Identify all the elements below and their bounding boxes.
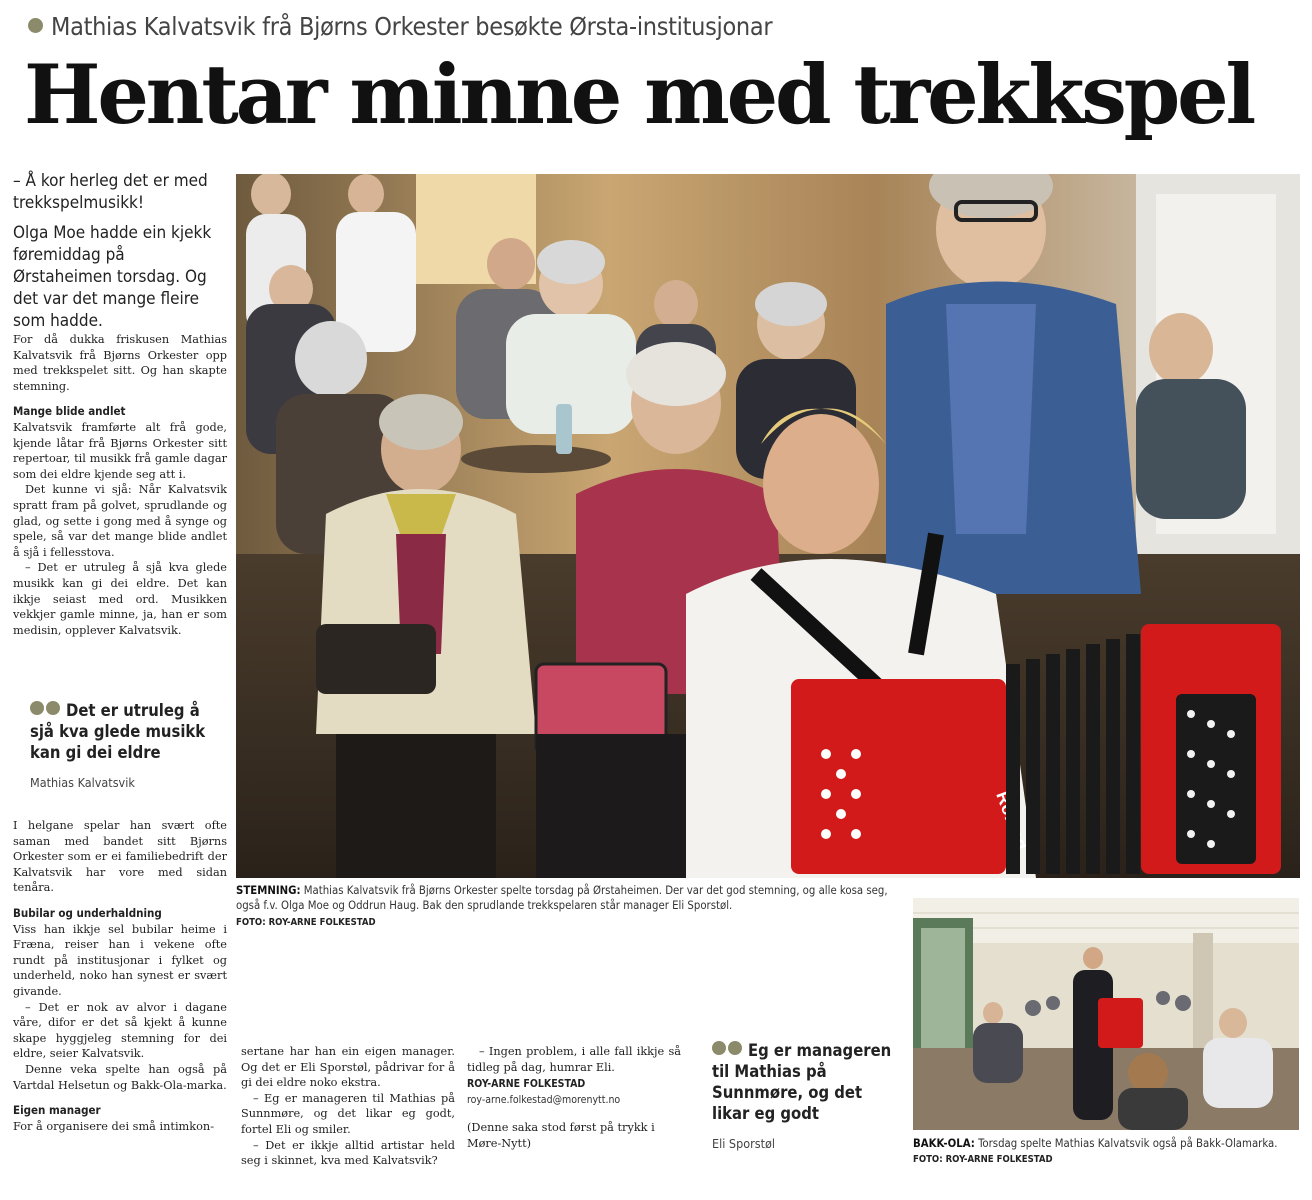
pull-quote-author: Mathias Kalvatsvik	[30, 775, 135, 790]
body-column-3	[467, 1044, 681, 1152]
body-paragraph: sertane har han ein eigen manager. Og det er Eli Sporstøl, pådrivar for å gi dei eldre noko ekstra.	[241, 1045, 455, 1090]
lede-paragraph: Olga Moe hadde ein kjekk føremiddag på Ørstaheimen torsdag. Og det var det mange fleire som hadde.	[13, 223, 212, 331]
photo-credit: FOTO: ROY-ARNE FOLKESTAD	[236, 917, 376, 928]
body-paragraph: For å organisere dei små intimkon-	[13, 1119, 215, 1133]
lede-quote: – Å kor herleg det er med trekkspelmusikk!	[13, 171, 208, 213]
caption-label: STEMNING:	[236, 884, 301, 897]
small-photo	[913, 898, 1299, 1130]
pull-quote-author: Eli Sporstøl	[712, 1136, 775, 1151]
print-note: (Denne saka stod først på trykk i Møre-Nytt)	[467, 1121, 655, 1150]
pull-quote-1	[30, 700, 220, 790]
body-column-1	[13, 332, 227, 638]
body-paragraph: – Eg er manageren til Mathias på Sunnmøre, og det likar eg godt, fortel Eli og smiler.	[241, 1091, 455, 1136]
body-paragraph: – Ingen problem, i alle fall ikkje så tidleg på dag, humrar Eli.	[467, 1045, 681, 1074]
kicker-bullet-icon	[28, 18, 43, 33]
small-photo-illustration	[913, 898, 1299, 1130]
subheading-eigen-manager: Eigen manager	[13, 1103, 101, 1118]
quote-bullet-icon	[30, 701, 44, 715]
kicker-text: Mathias Kalvatsvik frå Bjørns Orkester besøkte Ørsta-institusjonar	[51, 12, 773, 41]
pull-quote-text: Eg er manageren til Mathias på Sunnmøre, og det likar eg godt	[712, 1041, 892, 1123]
quote-bullet-icon	[728, 1041, 742, 1055]
pull-quote-2	[712, 1040, 902, 1151]
body-paragraph: Det kunne vi sjå: Når Kalvatsvik spratt fram på golvet, sprudlande og glad, og sette i gong med å synge og spele, så var det mange blide andlet å sjå i fellesstova.	[13, 483, 227, 559]
caption-text: Torsdag spelte Mathias Kalvatsvik også på Bakk-Olamarka.	[978, 1137, 1278, 1150]
byline-email[interactable]: roy-arne.folkestad@morenytt.no	[467, 1093, 621, 1106]
byline: ROY-ARNE FOLKESTAD	[467, 1078, 586, 1091]
lede	[13, 170, 221, 332]
body-paragraph: – Det er utruleg å sjå kva glede musikk kan gi dei eldre. Det kan ikkje seiast med ord. Musikken vekkjer gamle minne, ja, han er som medisin, opplever Kalvatsvik.	[13, 561, 227, 637]
body-paragraph: – Det er ikkje alltid artistar held seg i skinnet, kva med Kalvatsvik?	[241, 1138, 455, 1168]
intro-paragraph: For då dukka friskusen Mathias Kalvatsvik frå Bjørns Orkester opp med trekkspelet sitt. Og han skapte stemning.	[13, 333, 227, 393]
subheading-bubilar: Bubilar og underhaldning	[13, 905, 162, 920]
body-paragraph: Denne veka spelte han også på Vartdal Helsetun og Bakk-Ola-marka.	[13, 1062, 227, 1092]
body-column-1-continued	[13, 818, 227, 1134]
body-paragraph: Viss han ikkje sel bubilar heime i Fræna, reiser han i vekene ofte rundt på institusjonar i fylket og underheld, noko han synest er svært givande.	[13, 922, 227, 998]
body-paragraph: Kalvatsvik framførte alt frå gode, kjende låtar frå Bjørns Orkester sitt repertoar, til musikk frå gamle dagar som dei eldre kjende seg att i.	[13, 420, 227, 481]
body-column-2	[241, 1044, 455, 1169]
body-paragraph: I helgane spelar han svært ofte saman med bandet sitt Bjørns Orkester som er ei familiebedrift der Kalvatsvik har vore med sidan tenåra.	[13, 819, 227, 895]
quote-bullet-icon	[712, 1041, 726, 1055]
small-photo-caption	[913, 1136, 1299, 1167]
photo-credit: FOTO: ROY-ARNE FOLKESTAD	[913, 1154, 1053, 1165]
quote-bullet-icon	[46, 701, 60, 715]
caption-label: BAKK-OLA:	[913, 1137, 975, 1150]
main-photo-illustration	[236, 174, 1300, 878]
headline: Hentar minne med trekkspel	[24, 48, 1254, 143]
subheading-mange-blide-andlet: Mange blide andlet	[13, 404, 126, 419]
kicker	[28, 12, 772, 41]
main-photo-caption	[236, 883, 896, 930]
caption-text: Mathias Kalvatsvik frå Bjørns Orkester spelte torsdag på Ørstaheimen. Der var det god stemning, og alle kosa seg, også f.v. Olga Moe og Oddrun Haug. Bak den sprudlande trekkspelaren står manager Eli Sporstøl.	[236, 884, 888, 912]
main-photo	[236, 174, 1300, 878]
pull-quote-text: Det er utruleg å sjå kva glede musikk kan gi dei eldre	[30, 701, 206, 762]
body-paragraph: – Det er nok av alvor i dagane våre, difor er det så kjekt å kunne skape hyggjeleg stemning for dei eldre, seier Kalvatsvik.	[13, 1000, 227, 1061]
